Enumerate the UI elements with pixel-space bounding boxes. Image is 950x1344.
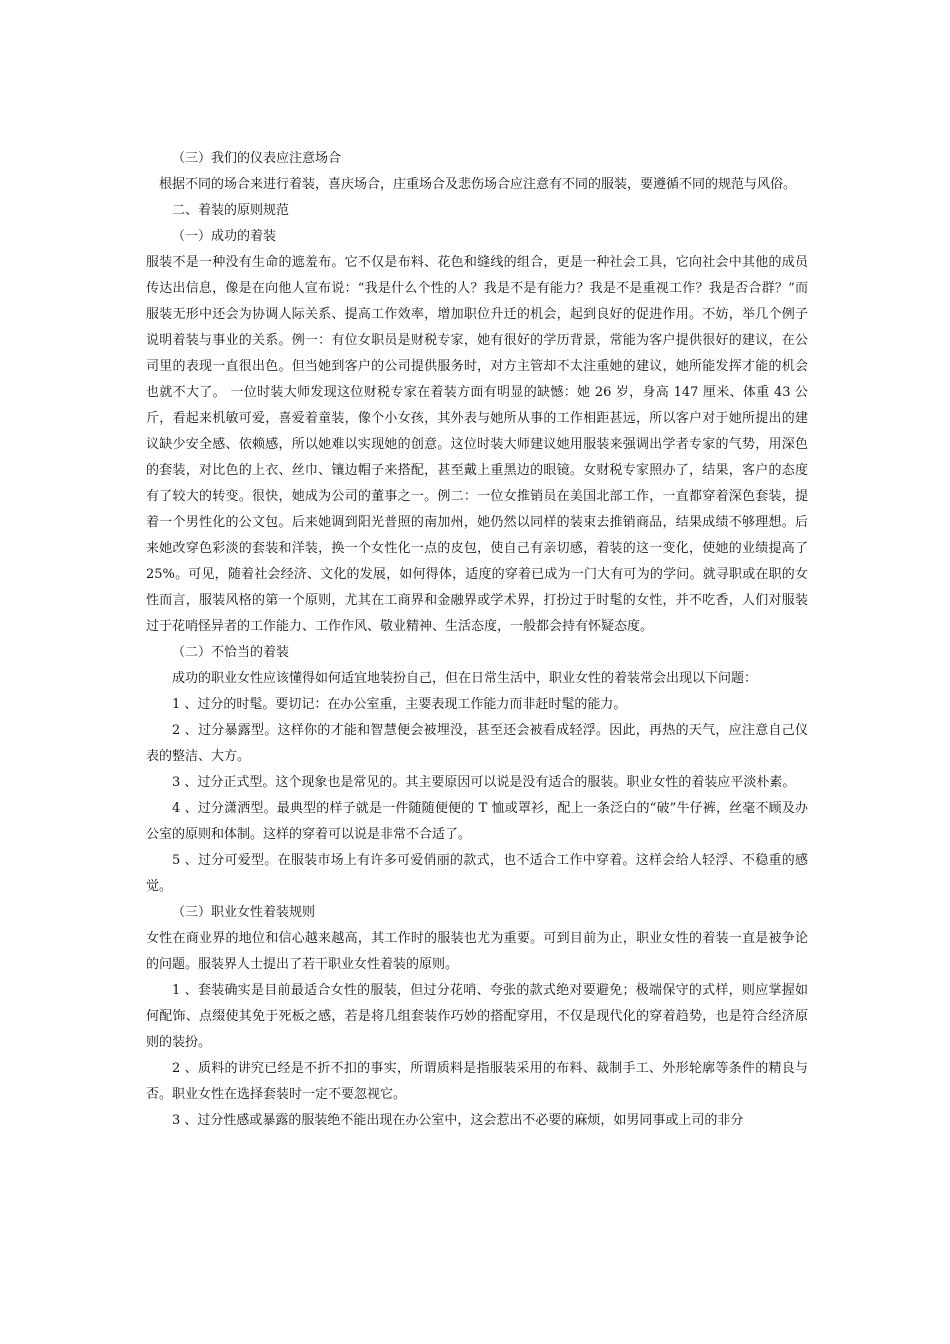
- body-paragraph: 服装不是一种没有生命的遮羞布。它不仅是布料、花色和缝线的组合，更是一种社会工具，它向社会中其他的成员传达出信息，像是在向他人宣布说：“我是什么个性的人？我是不是有能力？我是不是重视工作？我是否合群？”而服装无形中还会为协调人际关系、提高工作效率，增加职位升迁的机会，起到良好的促进作用。不妨，举几个例子说明着装与事业的关系。例一：有位女职员是财税专家，她有很好的学历背景，常能为客户提供很好的建议，在公司里的表现一直很出色。但当她到客户的公司提供服务时，对方主管却不太注重她的建议，她所能发挥才能的机会也就不大了。 一位时装大师发现这位财税专家在着装方面有明显的缺憾：她 26 岁，身高 147 厘米、体重 43 公斤，看起来机敏可爱，喜爱着童装，像个小女孩，其外表与她所从事的工作相距甚远，所以客户对于她所提出的建议缺少安全感、依赖感，所以她难以实现她的创意。这位时装大师建议她用服装来强调出学者专家的气势，用深色的套装，对比色的上衣、丝巾、镶边帽子来搭配，甚至戴上重黑边的眼镜。女财税专家照办了，结果，客户的态度有了较大的转变。很快，她成为公司的董事之一。例二：一位女推销员在美国北部工作，一直都穿着深色套装，提着一个男性化的公文包。后来她调到阳光普照的南加州，她仍然以同样的装束去推销商品，结果成绩不够理想。后来她改穿色彩淡的套装和洋装，换一个女性化一点的皮包，使自己有亲切感，着装的这一变化，使她的业绩提高了 25%。可见，随着社会经济、文化的发展，如何得体，适度的穿着已成为一门大有可为的学问。就寻职或在职的女性而言，服装风格的第一个原则，尤其在工商界和金融界或学术界，打扮过于时髦的女性，并不吃香，人们对服装过于花哨怪异者的工作能力、工作作风、敬业精神、生活态度，一般都会持有怀疑态度。: [146, 255, 808, 634]
- body-paragraph: 成功的职业女性应该懂得如何适宜地装扮自己，但在日常生活中，职业女性的着装常会出现以下问题：: [172, 671, 758, 686]
- document-page: [146, 146, 808, 1134]
- list-item: 3 、过分性感或暴露的服装绝不能出现在办公室中，这会惹出不必要的麻烦，如男同事或上司的非分: [172, 1113, 744, 1128]
- body-paragraph: 根据不同的场合来进行着装，喜庆场合，庄重场合及悲伤场合应注意有不同的服装，要遵循不同的规范与风俗。: [159, 177, 797, 192]
- subsection-heading-successful: （一）成功的着装: [172, 229, 277, 244]
- section-heading-occasion: （三）我们的仪表应注意场合: [172, 151, 342, 166]
- section-heading-principles: 二、着装的原则规范: [172, 203, 290, 218]
- list-item: 5 、过分可爱型。在服装市场上有许多可爱俏丽的款式，也不适合工作中穿着。这样会给人轻浮、不稳重的感觉。: [146, 853, 808, 894]
- list-item: 1 、套装确实是目前最适合女性的服装，但过分花哨、夸张的款式绝对要避免；极端保守的式样，则应掌握如何配饰、点缀使其免于死板之感，若是将几组套装作巧妙的搭配穿用，不仅是现代化的穿着趋势，也是符合经济原则的装扮。: [146, 983, 808, 1050]
- list-item: 3 、过分正式型。这个现象也是常见的。其主要原因可以说是没有适合的服装。职业女性的着装应平淡朴素。: [172, 775, 796, 790]
- list-item: 4 、过分潇洒型。最典型的样子就是一件随随便便的 T 恤或罩衫，配上一条泛白的“破”牛仔裤，丝毫不顾及办公室的原则和体制。这样的穿着可以说是非常不合适了。: [146, 801, 808, 842]
- list-item: 1 、过分的时髦。要切记：在办公室重，主要表现工作能力而非赶时髦的能力。: [172, 697, 627, 712]
- subsection-heading-rules: （三）职业女性着装规则: [172, 905, 316, 920]
- list-item: 2 、过分暴露型。这样你的才能和智慧便会被埋没，甚至还会被看成轻浮。因此，再热的天气，应注意自己仪表的整洁、大方。: [146, 723, 808, 764]
- subsection-heading-improper: （二）不恰当的着装: [172, 645, 290, 660]
- body-paragraph: 女性在商业界的地位和信心越来越高，其工作时的服装也尤为重要。可到目前为止，职业女性的着装一直是被争论的问题。服装界人士提出了若干职业女性着装的原则。: [146, 931, 808, 972]
- list-item: 2 、质料的讲究已经是不折不扣的事实，所谓质料是指服装采用的布料、裁制手工、外形轮廓等条件的精良与否。职业女性在选择套装时一定不要忽视它。: [146, 1061, 808, 1102]
